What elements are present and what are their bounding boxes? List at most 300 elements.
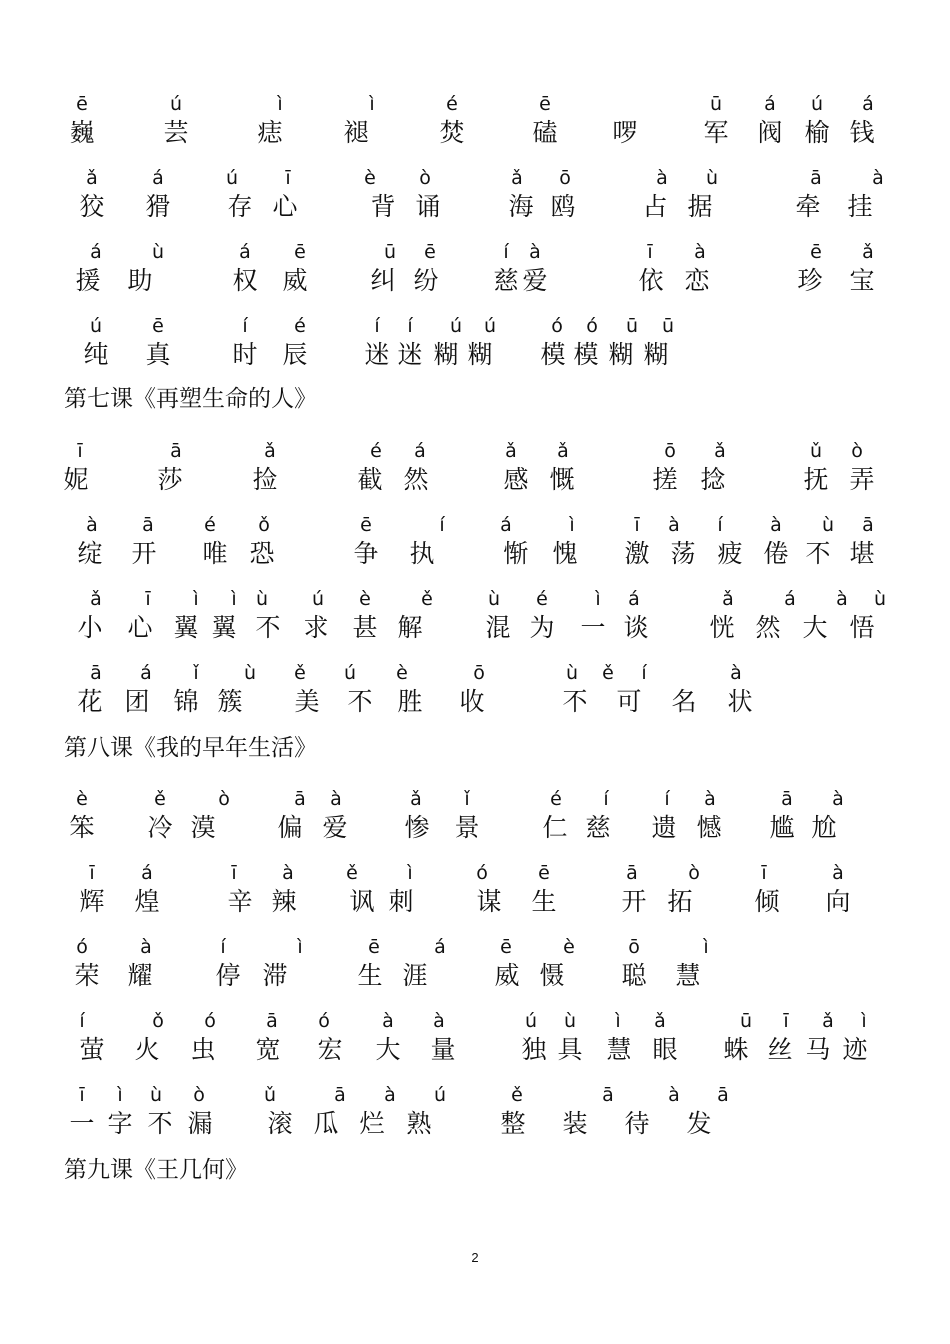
hanzi-character: 漠 (190, 813, 216, 842)
hanzi-character: 搓 (652, 465, 678, 494)
hanzi-character: 痣 (257, 118, 283, 147)
pinyin-tone: ī (285, 167, 291, 189)
pinyin-tone: ū (709, 93, 723, 115)
pinyin-tone: ā (862, 514, 874, 536)
pinyin-tone: é (550, 788, 562, 810)
vocab-line (0, 1010, 950, 1070)
pinyin-tone: ī (783, 1010, 789, 1032)
hanzi-character: 绽 (77, 539, 103, 568)
pinyin-tone: ǎ (511, 167, 523, 189)
pinyin-tone: é (536, 588, 548, 610)
hanzi-character: 阀 (757, 118, 783, 147)
hanzi-character: 抚 (803, 465, 829, 494)
pinyin-tone: ù (243, 662, 257, 684)
pinyin-tone: í (220, 936, 226, 958)
hanzi-character: 依 (638, 266, 664, 295)
pinyin-tone: ī (89, 862, 95, 884)
vocab-line (0, 788, 950, 848)
pinyin-tone: à (382, 1010, 394, 1032)
pinyin-tone: ì (297, 936, 303, 958)
pinyin-tone: ī (647, 241, 653, 263)
hanzi-character: 不 (255, 613, 281, 642)
hanzi-character: 一 (580, 613, 606, 642)
hanzi-character: 景 (454, 813, 480, 842)
hanzi-character: 不 (147, 1109, 173, 1138)
pinyin-tone: ī (231, 862, 237, 884)
hanzi-character: 宽 (255, 1035, 281, 1064)
pinyin-tone: í (664, 788, 670, 810)
vocab-line (0, 440, 950, 500)
pinyin-tone: ó (476, 862, 488, 884)
pinyin-tone: ū (383, 241, 397, 263)
hanzi-character: 啰 (612, 118, 638, 147)
pinyin-tone: ǒ (258, 514, 270, 536)
pinyin-tone: ó (204, 1010, 216, 1032)
pinyin-tone: ī (145, 588, 151, 610)
hanzi-character: 争 (353, 539, 379, 568)
hanzi-character: 妮 (63, 465, 89, 494)
pinyin-tone: ē (539, 93, 551, 115)
pinyin-tone: ē (152, 315, 164, 337)
pinyin-tone: í (79, 1010, 85, 1032)
vocab-line (0, 514, 950, 574)
hanzi-character: 马 (805, 1035, 831, 1064)
pinyin-tone: à (529, 241, 541, 263)
hanzi-character: 褪 (343, 118, 369, 147)
pinyin-tone: ú (433, 1084, 447, 1106)
hanzi-character: 萤 (79, 1035, 105, 1064)
hanzi-character: 愧 (552, 539, 578, 568)
pinyin-tone: ē (538, 862, 550, 884)
hanzi-character: 巍 (69, 118, 95, 147)
hanzi-character: 胜 (397, 687, 423, 716)
pinyin-tone: ù (149, 1084, 163, 1106)
hanzi-character: 生 (357, 961, 383, 990)
pinyin-tone: í (503, 241, 509, 263)
hanzi-character: 慨 (549, 465, 575, 494)
pinyin-tone: ì (407, 862, 413, 884)
pinyin-tone: ì (193, 588, 199, 610)
pinyin-tone: ù (151, 241, 165, 263)
pinyin-tone: ā (334, 1084, 346, 1106)
pinyin-tone: á (140, 662, 152, 684)
hanzi-character: 恋 (684, 266, 710, 295)
hanzi-character: 纯 (83, 340, 109, 369)
pinyin-tone: ē (294, 241, 306, 263)
hanzi-character: 心 (127, 613, 153, 642)
hanzi-character: 可 (616, 687, 642, 716)
hanzi-character: 宝 (849, 266, 875, 295)
hanzi-character: 辛 (227, 887, 253, 916)
hanzi-character: 锦 (173, 687, 199, 716)
hanzi-character: 为 (529, 613, 555, 642)
pinyin-tone: ē (810, 241, 822, 263)
pinyin-tone: ǎ (505, 440, 517, 462)
pinyin-tone: ú (225, 167, 239, 189)
hanzi-character: 花 (77, 687, 103, 716)
pinyin-tone: ì (615, 1010, 621, 1032)
hanzi-character: 憾 (696, 813, 722, 842)
pinyin-tone: à (384, 1084, 396, 1106)
pinyin-tone: í (242, 315, 248, 337)
hanzi-character: 瓜 (313, 1109, 339, 1138)
hanzi-character: 然 (755, 613, 781, 642)
pinyin-tone: ě (421, 588, 433, 610)
pinyin-tone: ù (705, 167, 719, 189)
hanzi-character: 发 (686, 1109, 712, 1138)
hanzi-character: 翼 (211, 613, 237, 642)
hanzi-character: 不 (805, 539, 831, 568)
hanzi-character: 慑 (539, 961, 565, 990)
pinyin-tone: è (396, 662, 408, 684)
vocab-line (0, 936, 950, 996)
hanzi-character: 刺 (388, 887, 414, 916)
hanzi-character: 求 (303, 613, 329, 642)
hanzi-character: 纠 (370, 266, 396, 295)
hanzi-character: 珍 (797, 266, 823, 295)
pinyin-tone: ù (821, 514, 835, 536)
pinyin-tone: á (152, 167, 164, 189)
pinyin-tone: ū (661, 315, 675, 337)
hanzi-character: 收 (459, 687, 485, 716)
hanzi-character: 激 (624, 539, 650, 568)
hanzi-character: 尬 (811, 813, 837, 842)
pinyin-tone: à (282, 862, 294, 884)
pinyin-tone: ā (170, 440, 182, 462)
pinyin-tone: ú (89, 315, 103, 337)
pinyin-tone: ì (277, 93, 283, 115)
hanzi-character: 装 (562, 1109, 588, 1138)
pinyin-tone: ù (563, 1010, 577, 1032)
pinyin-tone: ō (559, 167, 571, 189)
pinyin-tone: à (770, 514, 782, 536)
hanzi-character: 一 (69, 1109, 95, 1138)
pinyin-tone: í (407, 315, 413, 337)
pinyin-tone: ò (851, 440, 863, 462)
pinyin-tone: à (872, 167, 884, 189)
pinyin-tone: ū (625, 315, 639, 337)
hanzi-character: 拓 (667, 887, 693, 916)
pinyin-tone: ū (739, 1010, 753, 1032)
pinyin-tone: ā (717, 1084, 729, 1106)
pinyin-tone: ǎ (557, 440, 569, 462)
pinyin-tone: ē (76, 93, 88, 115)
pinyin-tone: ù (565, 662, 579, 684)
pinyin-tone: á (141, 862, 153, 884)
hanzi-character: 待 (624, 1109, 650, 1138)
hanzi-character: 甚 (352, 613, 378, 642)
pinyin-tone: ē (424, 241, 436, 263)
hanzi-character: 冷 (147, 813, 173, 842)
pinyin-tone: à (694, 241, 706, 263)
hanzi-character: 具 (557, 1035, 583, 1064)
pinyin-tone: á (500, 514, 512, 536)
pinyin-tone: ō (473, 662, 485, 684)
hanzi-character: 海 (508, 192, 534, 221)
hanzi-character: 时 (232, 340, 258, 369)
hanzi-character: 军 (703, 118, 729, 147)
vocab-line (0, 662, 950, 722)
hanzi-character: 莎 (157, 465, 183, 494)
hanzi-character: 开 (131, 539, 157, 568)
hanzi-character: 狡 (79, 192, 105, 221)
pinyin-tone: ú (311, 588, 325, 610)
hanzi-character: 慧 (675, 961, 701, 990)
pinyin-tone: í (439, 514, 445, 536)
pinyin-tone: ā (781, 788, 793, 810)
hanzi-character: 烂 (359, 1109, 385, 1138)
pinyin-tone: ā (602, 1084, 614, 1106)
pinyin-tone: ù (873, 588, 887, 610)
pinyin-tone: à (832, 862, 844, 884)
hanzi-character: 讽 (349, 887, 375, 916)
pinyin-tone: á (784, 588, 796, 610)
hanzi-character: 恍 (709, 613, 735, 642)
hanzi-character: 荡 (670, 539, 696, 568)
hanzi-character: 然 (403, 465, 429, 494)
hanzi-character: 慈 (585, 813, 611, 842)
pinyin-tone: ǎ (90, 588, 102, 610)
pinyin-tone: ú (524, 1010, 538, 1032)
hanzi-character: 滞 (262, 961, 288, 990)
hanzi-character: 谈 (623, 613, 649, 642)
hanzi-character: 爱 (322, 813, 348, 842)
pinyin-tone: ǒ (152, 1010, 164, 1032)
pinyin-tone: ǎ (86, 167, 98, 189)
vocab-line (0, 93, 950, 153)
pinyin-tone: à (86, 514, 98, 536)
pinyin-tone: ǎ (654, 1010, 666, 1032)
pinyin-tone: á (764, 93, 776, 115)
pinyin-tone: ì (703, 936, 709, 958)
pinyin-tone: ǎ (410, 788, 422, 810)
pinyin-tone: ò (193, 1084, 205, 1106)
pinyin-tone: í (641, 662, 647, 684)
pinyin-tone: à (704, 788, 716, 810)
pinyin-tone: ǎ (714, 440, 726, 462)
hanzi-character: 辉 (79, 887, 105, 916)
hanzi-character: 慧 (606, 1035, 632, 1064)
hanzi-character: 宏 (317, 1035, 343, 1064)
pinyin-tone: ā (266, 1010, 278, 1032)
hanzi-character: 心 (272, 192, 298, 221)
pinyin-tone: ú (169, 93, 183, 115)
hanzi-character: 占 (642, 192, 668, 221)
hanzi-character: 停 (215, 961, 241, 990)
vocab-line (0, 241, 950, 301)
pinyin-tone: ě (346, 862, 358, 884)
hanzi-character: 猾 (145, 192, 171, 221)
pinyin-tone: à (836, 588, 848, 610)
hanzi-character: 向 (825, 887, 851, 916)
hanzi-character: 慈 (493, 266, 519, 295)
hanzi-character: 爱 (522, 266, 548, 295)
hanzi-character: 聪 (621, 961, 647, 990)
hanzi-character: 牵 (795, 192, 821, 221)
vocab-line (0, 862, 950, 922)
hanzi-character: 倾 (754, 887, 780, 916)
pinyin-tone: ě (294, 662, 306, 684)
hanzi-character: 磕 (532, 118, 558, 147)
hanzi-character: 恐 (249, 539, 275, 568)
pinyin-tone: ā (810, 167, 822, 189)
hanzi-character: 大 (802, 613, 828, 642)
hanzi-character: 煌 (134, 887, 160, 916)
pinyin-tone: ē (368, 936, 380, 958)
hanzi-character: 钱 (849, 118, 875, 147)
pinyin-tone: è (76, 788, 88, 810)
pinyin-tone: à (656, 167, 668, 189)
pinyin-tone: ā (90, 662, 102, 684)
pinyin-tone: ò (688, 862, 700, 884)
hanzi-character: 整 (500, 1109, 526, 1138)
pinyin-tone: è (359, 588, 371, 610)
hanzi-character: 辰 (282, 340, 308, 369)
pinyin-tone: ě (154, 788, 166, 810)
pinyin-tone: ì (595, 588, 601, 610)
hanzi-character: 尴 (769, 813, 795, 842)
hanzi-character: 惨 (404, 813, 430, 842)
hanzi-character: 谋 (476, 887, 502, 916)
hanzi-character: 大 (375, 1035, 401, 1064)
hanzi-character: 火 (134, 1035, 160, 1064)
pinyin-tone: à (433, 1010, 445, 1032)
pinyin-tone: à (832, 788, 844, 810)
hanzi-character: 截 (357, 465, 383, 494)
pinyin-tone: é (446, 93, 458, 115)
hanzi-character: 独 (521, 1035, 547, 1064)
pinyin-tone: ǎ (264, 440, 276, 462)
hanzi-character: 翼 (173, 613, 199, 642)
pinyin-tone: í (374, 315, 380, 337)
pinyin-tone: ò (218, 788, 230, 810)
hanzi-character: 真 (145, 340, 171, 369)
vocab-line (0, 167, 950, 227)
hanzi-character: 丝 (767, 1035, 793, 1064)
hanzi-character: 惭 (503, 539, 529, 568)
pinyin-tone: ǎ (822, 1010, 834, 1032)
pinyin-tone: ē (360, 514, 372, 536)
hanzi-character: 悟 (849, 613, 875, 642)
pinyin-tone: ú (343, 662, 357, 684)
vocab-line (0, 1084, 950, 1144)
pinyin-tone: ō (664, 440, 676, 462)
pinyin-tone: ó (551, 315, 563, 337)
hanzi-character: 唯 (202, 539, 228, 568)
pinyin-tone: ē (500, 936, 512, 958)
pinyin-tone: ī (634, 514, 640, 536)
pinyin-tone: ó (586, 315, 598, 337)
pinyin-tone: ǔ (809, 440, 823, 462)
hanzi-character: 团 (124, 687, 150, 716)
pinyin-tone: ī (79, 1084, 85, 1106)
hanzi-character: 滚 (267, 1109, 293, 1138)
pinyin-tone: ā (294, 788, 306, 810)
hanzi-character: 漏 (187, 1109, 213, 1138)
pinyin-tone: é (294, 315, 306, 337)
hanzi-character: 笨 (69, 813, 95, 842)
pinyin-tone: ě (602, 662, 614, 684)
vocab-line (0, 315, 950, 375)
pinyin-tone: ú (810, 93, 824, 115)
pinyin-tone: ī (761, 862, 767, 884)
pinyin-tone: ú (449, 315, 463, 337)
pinyin-tone: ǐ (464, 788, 470, 810)
hanzi-character: 感 (503, 465, 529, 494)
hanzi-character: 涯 (402, 961, 428, 990)
hanzi-character: 威 (282, 266, 308, 295)
hanzi-character: 堪 (849, 539, 875, 568)
hanzi-character: 迷 (364, 340, 390, 369)
pinyin-tone: è (563, 936, 575, 958)
hanzi-character: 榆 (804, 118, 830, 147)
hanzi-character: 辣 (271, 887, 297, 916)
pinyin-tone: ā (626, 862, 638, 884)
hanzi-character: 糊 (643, 340, 669, 369)
pinyin-tone: ì (369, 93, 375, 115)
hanzi-character: 量 (430, 1035, 456, 1064)
pinyin-tone: á (414, 440, 426, 462)
hanzi-character: 弄 (849, 465, 875, 494)
pinyin-tone: à (730, 662, 742, 684)
pinyin-tone: ó (76, 936, 88, 958)
hanzi-character: 据 (687, 192, 713, 221)
hanzi-character: 纷 (413, 266, 439, 295)
lesson-heading-8: 第八课《我的早年生活》 (64, 735, 317, 761)
hanzi-character: 捻 (700, 465, 726, 494)
hanzi-character: 解 (397, 613, 423, 642)
hanzi-character: 不 (562, 687, 588, 716)
hanzi-character: 小 (77, 613, 103, 642)
pinyin-tone: è (364, 167, 376, 189)
hanzi-character: 援 (75, 266, 101, 295)
hanzi-character: 存 (227, 192, 253, 221)
pinyin-tone: é (204, 514, 216, 536)
hanzi-character: 遗 (651, 813, 677, 842)
pinyin-tone: ǐ (193, 662, 199, 684)
hanzi-character: 焚 (439, 118, 465, 147)
hanzi-character: 簇 (217, 687, 243, 716)
pinyin-tone: ǔ (263, 1084, 277, 1106)
pinyin-tone: ì (569, 514, 575, 536)
hanzi-character: 迹 (842, 1035, 868, 1064)
hanzi-character: 字 (107, 1109, 133, 1138)
hanzi-character: 鸥 (550, 192, 576, 221)
pinyin-tone: ǎ (722, 588, 734, 610)
page-number: 2 (471, 1250, 479, 1265)
lesson-heading-7: 第七课《再塑生命的人》 (64, 386, 317, 412)
hanzi-character: 虫 (190, 1035, 216, 1064)
hanzi-character: 熟 (406, 1109, 432, 1138)
pinyin-tone: ú (483, 315, 497, 337)
pinyin-tone: á (628, 588, 640, 610)
hanzi-character: 耀 (127, 961, 153, 990)
hanzi-character: 糊 (433, 340, 459, 369)
hanzi-character: 仁 (542, 813, 568, 842)
hanzi-character: 捡 (252, 465, 278, 494)
hanzi-character: 模 (540, 340, 566, 369)
hanzi-character: 模 (573, 340, 599, 369)
hanzi-character: 诵 (415, 192, 441, 221)
hanzi-character: 偏 (277, 813, 303, 842)
hanzi-character: 蛛 (723, 1035, 749, 1064)
lesson-heading-9: 第九课《王几何》 (64, 1157, 248, 1183)
pinyin-tone: ì (861, 1010, 867, 1032)
pinyin-tone: á (239, 241, 251, 263)
hanzi-character: 芸 (163, 118, 189, 147)
pinyin-tone: à (330, 788, 342, 810)
hanzi-character: 生 (531, 887, 557, 916)
